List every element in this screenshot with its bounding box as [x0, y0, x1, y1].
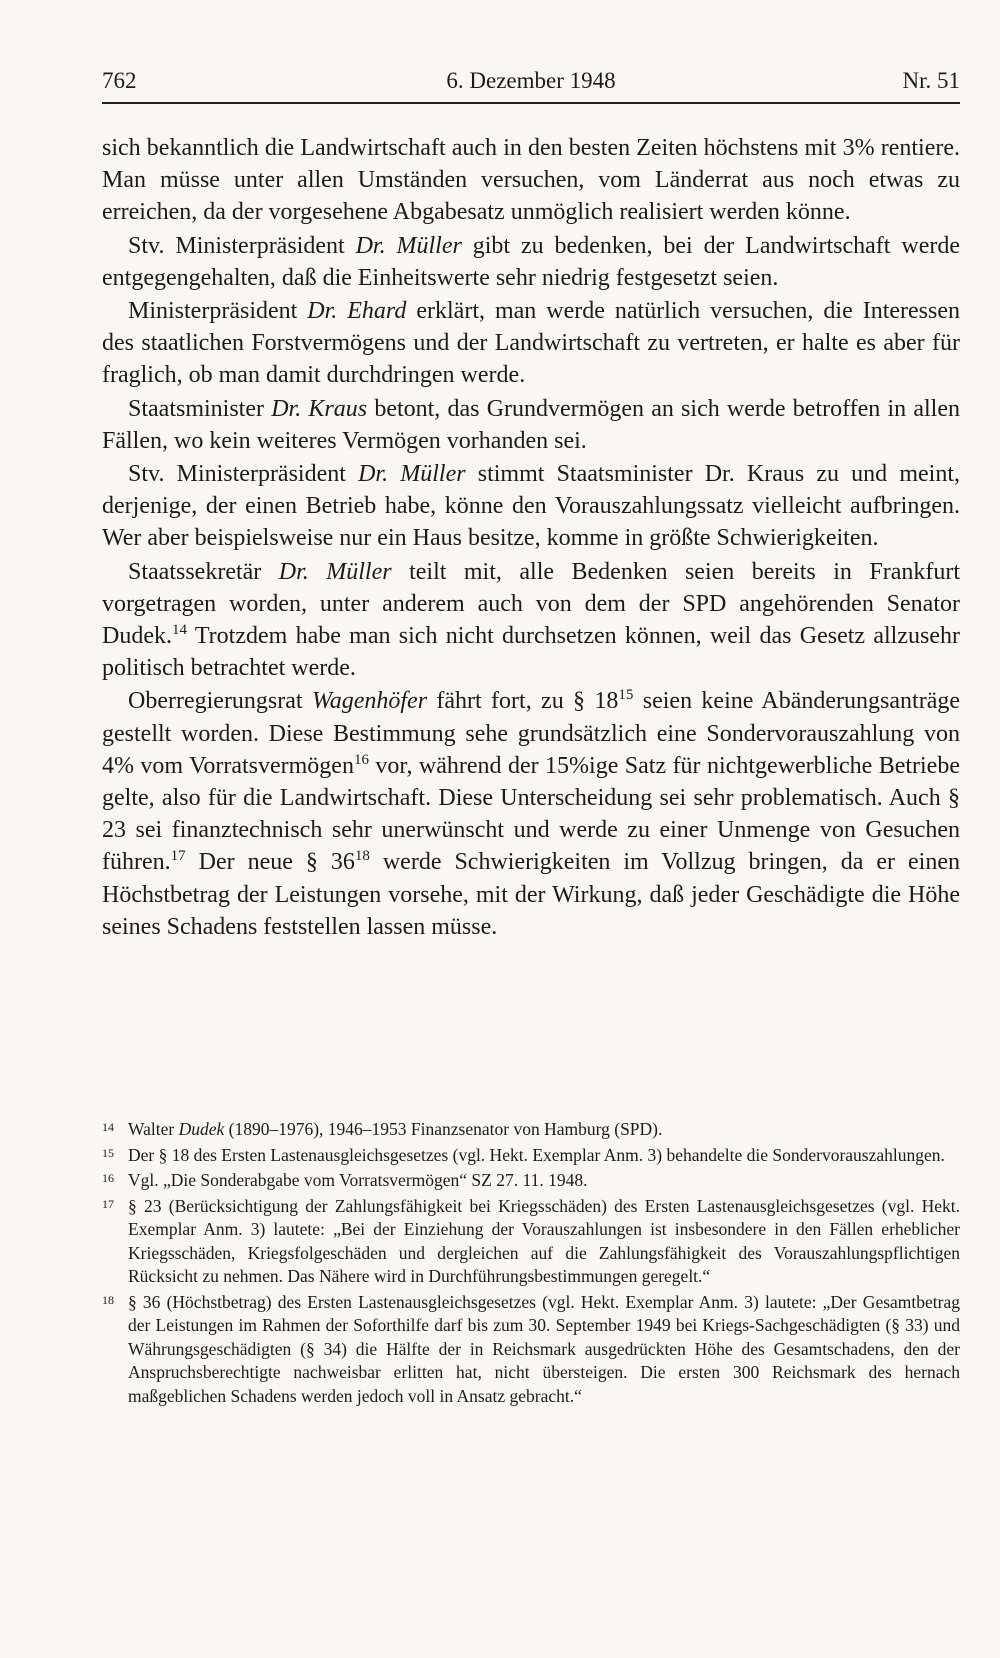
- header-date: 6. Dezember 1948: [446, 68, 616, 93]
- speaker-title: Stv. Ministerpräsident: [128, 461, 359, 488]
- footnote-text: Walter: [128, 1119, 179, 1139]
- paragraph-text: teilt mit, alle Bedenken seien bereits in Frankfurt vorgetragen worden, unter anderem auch von dem der SPD angehörenden Senator Dudek.: [102, 558, 960, 650]
- footnote-number: 15: [102, 1145, 114, 1160]
- issue-number: Nr. 51: [902, 68, 960, 93]
- footnote-ref[interactable]: 18: [354, 848, 370, 865]
- paragraph-text: stimmt Staatsminister Dr. Kraus zu und meint, derjenige, der einen Betrieb habe, könne den Vorauszahlungssatz vielleicht aufbringen. Wer aber beispielsweise nur ein Haus besitze, komme in größte Schwierigkeiten.: [102, 461, 960, 552]
- speaker-name: Dr. Müller: [358, 461, 466, 488]
- speaker-name: Dr. Müller: [355, 232, 462, 259]
- footnote: [102, 1118, 960, 1142]
- footnote-number: 16: [102, 1171, 114, 1185]
- paragraph-text: Trotzdem habe man sich nicht durchsetzen können, weil das Gesetz allzusehr politisch betrachtet werde.: [102, 623, 960, 682]
- footnote-number: 14: [102, 1120, 114, 1134]
- paragraph-text: gibt zu bedenken, bei der Landwirtschaft werde entgegengehalten, daß die Einheitswerte sehr niedrig festgesetzt seien.: [102, 232, 960, 291]
- footnote-text: Der § 18 des Ersten Lastenausgleichsgesetzes (vgl. Hekt. Exemplar Anm. 3) behandelte die Sondervorauszahlungen.: [128, 1144, 945, 1165]
- paragraph-7: [102, 685, 960, 943]
- paragraph-text: betont, das Grundvermögen an sich werde betroffen in allen Fällen, wo kein weiteres Vermögen vorhanden sei.: [102, 395, 960, 454]
- speaker-name: Dr. Ehard: [307, 298, 407, 325]
- speaker-title: Stv. Ministerpräsident: [128, 232, 356, 259]
- paragraph-5: [102, 458, 960, 555]
- paragraph-4: [102, 393, 960, 457]
- footnotes: [102, 1118, 960, 1410]
- footnote-ref[interactable]: 17: [170, 848, 186, 865]
- footnote: [102, 1195, 960, 1289]
- paragraph-6: [102, 556, 960, 685]
- paragraph-3: [102, 295, 960, 392]
- main-text: [102, 132, 960, 943]
- paragraph-text: vor, während der 15%ige Satz für nichtgewerbliche Betriebe gelte, also für die Landwirtschaft. Diese Unterscheidung sei sehr problematisch. Auch § 23 sei finanztechnisch sehr unerwünscht und werde zu einer Unmenge von Gesuchen führen.: [102, 752, 960, 876]
- speaker-title: Ministerpräsident: [128, 298, 308, 325]
- speaker-title: Staatssekretär: [128, 558, 279, 585]
- footnote: [102, 1169, 960, 1193]
- speaker-title: Oberregierungsrat: [128, 688, 312, 715]
- footnote-ref[interactable]: 14: [171, 622, 187, 639]
- footnote: [102, 1291, 960, 1409]
- footnote-number: 18: [102, 1292, 114, 1307]
- footnote-text: Vgl. „Die Sonderabgabe vom Vorratsvermögen“ SZ 27. 11. 1948.: [128, 1170, 588, 1190]
- footnote-text: § 23 (Berücksichtigung der Zahlungsfähigkeit bei Kriegsschäden) des Ersten Lastenausgleichsgesetzes (vgl. Hekt. Exemplar Anm. 3) lautete: „Bei der Einziehung der Vorauszahlungen ist insbesondere in den Fällen erheblicher Kriegsschäden, Kriegsfolgeschäden und dergleichen auf die Zahlungsfähigkeit des Vorauszahlungspflichtigen Rücksicht zu nehmen. Das Nähere wird in Durchführungsbestimmungen geregelt.“: [128, 1195, 960, 1286]
- footnote: [102, 1144, 960, 1168]
- running-header: [102, 62, 960, 104]
- paragraph-text: Der neue § 36: [185, 849, 355, 876]
- footnote-text: § 36 (Höchstbetrag) des Ersten Lastenausgleichsgesetzes (vgl. Hekt. Exemplar Anm. 3) lautete: „Der Gesamtbetrag der Leistungen im Rahmen der Soforthilfe darf bis zum 30. September 1949 bei Kriegs-Sachgeschädigten (§ 33) und Währungsgeschädigten (§ 34) die Hälfte der in Reichsmark ausgedrückten Höhe des Gesamtschadens, den der Anspruchsberechtigte nachweisbar erlitten hat, nicht übersteigen. Die ersten 300 Reichsmark des hernach maßgeblichen Schadens werden jedoch voll in Ansatz gebracht.“: [128, 1291, 960, 1406]
- paragraph-text: fährt fort, zu § 18: [427, 688, 619, 715]
- paragraph-2: [102, 230, 960, 294]
- footnote-ref[interactable]: 15: [618, 687, 634, 704]
- paragraph-text: seien keine Abänderungsanträge gestellt worden. Diese Bestimmung sehe grundsätzlich eine Sondervorauszahlung von 4% vom Vorratsvermögen: [102, 688, 961, 779]
- footnote-number: 17: [102, 1196, 114, 1211]
- footnote-italic: Dudek: [178, 1119, 225, 1139]
- speaker-name: Dr. Kraus: [271, 395, 368, 422]
- paragraph-text: erklärt, man werde natürlich versuchen, die Interessen des staatlichen Forstvermögens und der Landwirtschaft zu vertreten, er halte es aber für fraglich, ob man damit durchdringen werde.: [102, 298, 960, 389]
- footnote-ref[interactable]: 16: [353, 751, 369, 768]
- paragraph-1: sich bekanntlich die Landwirtschaft auch in den besten Zeiten höchstens mit 3% rentiere. Man müsse unter allen Umständen versuchen, vom Länderrat aus noch etwas zu erreichen, da der vorgesehene Abgabesatz unmöglich realisiert werden könne.: [102, 135, 960, 226]
- speaker-name: Wagenhöfer: [311, 688, 428, 715]
- speaker-title: Staatsminister: [128, 395, 272, 422]
- footnote-text: (1890–1976), 1946–1953 Finanzsenator von Hamburg (SPD).: [224, 1119, 663, 1139]
- paragraph-text: werde Schwierigkeiten im Vollzug bringen, da er einen Höchstbetrag der Leistungen vorsehe, mit der Wirkung, daß jeder Geschädigte die Höhe seines Schadens feststellen lassen müsse.: [102, 849, 961, 940]
- page-number: 762: [102, 68, 137, 93]
- speaker-name: Dr. Müller: [278, 558, 392, 585]
